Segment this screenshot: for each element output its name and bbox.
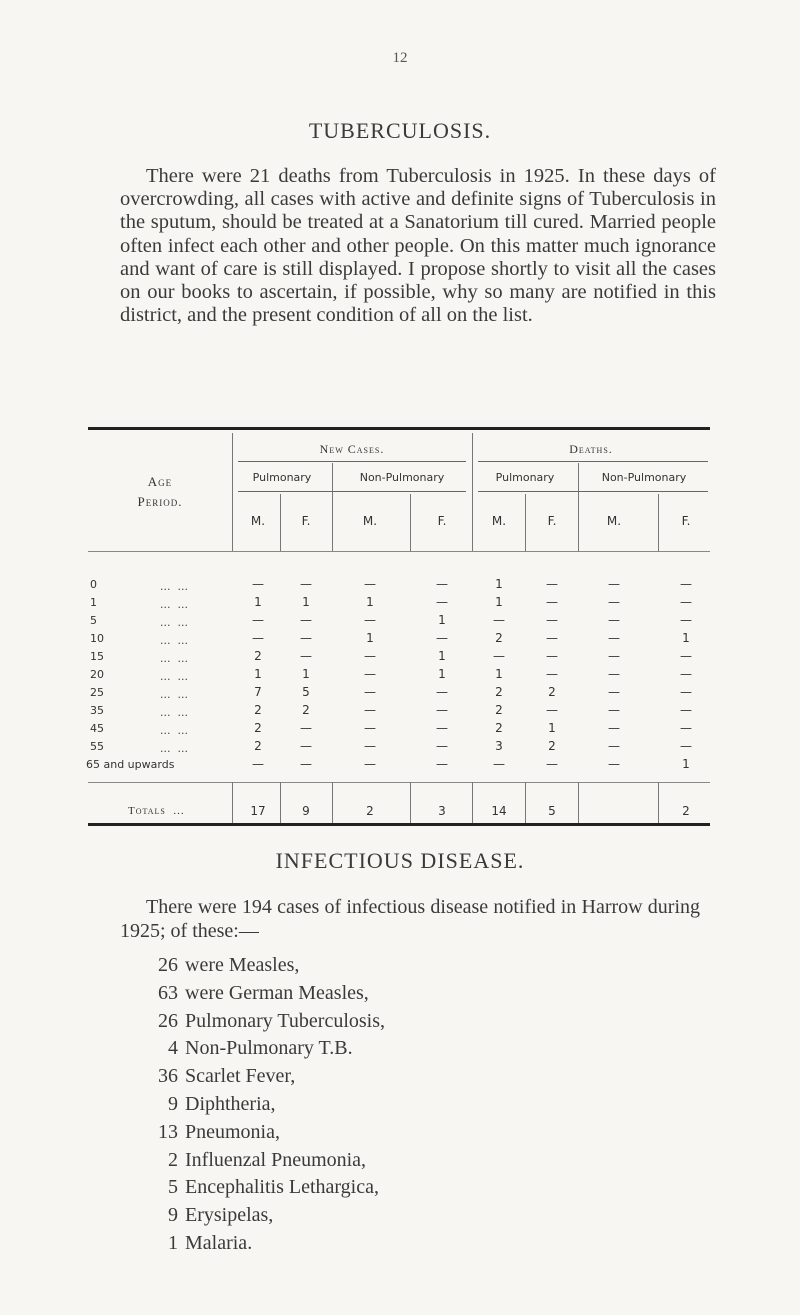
age-label: 55 xyxy=(90,740,104,753)
table-cell: — xyxy=(546,595,558,609)
table-cell: 2 xyxy=(548,739,556,753)
table-cell: — xyxy=(608,703,620,717)
table-cell: 3 xyxy=(495,739,503,753)
table-cell: — xyxy=(436,595,448,609)
table-cell: — xyxy=(252,613,264,627)
disease-label: Erysipelas, xyxy=(185,1204,274,1227)
table-divider xyxy=(578,782,579,823)
col-m-header: M. xyxy=(491,514,507,528)
table-cell: — xyxy=(680,667,692,681)
table-cell: — xyxy=(680,595,692,609)
table-cell: 1 xyxy=(438,667,446,681)
table-cell: — xyxy=(680,721,692,735)
disease-list-item xyxy=(145,1230,385,1258)
table-divider xyxy=(280,782,281,823)
table-cell: — xyxy=(436,685,448,699)
infectious-intro: There were 194 cases of infectious disease notified in Harrow during 1925; of these:— xyxy=(120,896,700,942)
table-cell: — xyxy=(608,685,620,699)
total-cell: 2 xyxy=(366,804,374,818)
col-f-header: F. xyxy=(437,514,447,528)
table-cell: — xyxy=(546,757,558,771)
total-cell: 3 xyxy=(438,804,446,818)
age-label: 25 xyxy=(90,686,104,699)
table-cell: — xyxy=(546,631,558,645)
table-cell: — xyxy=(364,667,376,681)
subgroup-underline xyxy=(478,491,708,492)
disease-list-item xyxy=(145,952,385,980)
age-label: 45 xyxy=(90,722,104,735)
table-cell: — xyxy=(680,685,692,699)
age-label: 1 xyxy=(90,596,97,609)
col-m-header: M. xyxy=(606,514,622,528)
table-cell: — xyxy=(608,649,620,663)
table-cell: — xyxy=(608,667,620,681)
disease-count: 36 xyxy=(158,1065,178,1088)
table-cell: — xyxy=(364,649,376,663)
infectious-heading: INFECTIOUS DISEASE. xyxy=(275,848,525,873)
col-f-header: F. xyxy=(547,514,557,528)
deaths-pulmonary-header: Pulmonary xyxy=(495,471,555,484)
disease-label: Influenzal Pneumonia, xyxy=(185,1148,367,1171)
disease-list-item xyxy=(145,1091,385,1119)
age-label: 15 xyxy=(90,650,104,663)
disease-label: Non-Pulmonary T.B. xyxy=(185,1037,353,1060)
page-number: 12 xyxy=(392,50,408,66)
table-cell: 2 xyxy=(548,685,556,699)
disease-label: Diphtheria, xyxy=(185,1092,276,1115)
table-cell: 1 xyxy=(548,721,556,735)
disease-label: Pulmonary Tuberculosis, xyxy=(185,1009,386,1032)
totals-label: Totals ... xyxy=(128,805,185,817)
group-underline xyxy=(478,461,708,462)
table-cell: 2 xyxy=(302,703,310,717)
table-cell: 7 xyxy=(254,685,262,699)
age-label: 0 xyxy=(90,578,97,591)
table-cell: 1 xyxy=(366,631,374,645)
leader-dots: ... ... ... ... ... ... ... ... ... ... ... ... ... ... ... ... ... ... ... ... xyxy=(160,580,188,755)
table-cell: — xyxy=(364,685,376,699)
table-cell: 2 xyxy=(254,721,262,735)
table-cell: — xyxy=(546,649,558,663)
table-cell: — xyxy=(680,577,692,591)
disease-count: 1 xyxy=(168,1231,178,1254)
disease-label: Encephalitis Lethargica, xyxy=(185,1176,379,1199)
age-label: 20 xyxy=(90,668,104,681)
table-cell: — xyxy=(364,757,376,771)
table-cell: — xyxy=(680,703,692,717)
table-cell: — xyxy=(546,703,558,717)
col-f-header: F. xyxy=(301,514,311,528)
table-cell: — xyxy=(300,577,312,591)
disease-count: 5 xyxy=(168,1176,178,1199)
table-cell: 2 xyxy=(495,631,503,645)
table-cell: — xyxy=(364,577,376,591)
table-cell: — xyxy=(300,721,312,735)
table-cell: 1 xyxy=(438,649,446,663)
col-m-header: M. xyxy=(250,514,266,528)
table-divider xyxy=(232,782,233,823)
age-label: 10 xyxy=(90,632,104,645)
totals-top-rule xyxy=(88,782,710,783)
table-cell: — xyxy=(300,757,312,771)
table-cell: — xyxy=(493,757,505,771)
table-cell: — xyxy=(680,739,692,753)
table-cell: — xyxy=(252,631,264,645)
table-cell: — xyxy=(300,739,312,753)
table-cell: 1 xyxy=(682,631,690,645)
disease-list-item xyxy=(145,1174,385,1202)
header-bottom-rule xyxy=(88,551,710,552)
group-underline xyxy=(238,461,466,462)
table-cell: — xyxy=(436,739,448,753)
table-cell: 1 xyxy=(495,595,503,609)
disease-label: Malaria. xyxy=(185,1231,253,1254)
deaths-header: Deaths. xyxy=(569,442,613,456)
table-cell: 1 xyxy=(495,667,503,681)
table-cell: — xyxy=(436,703,448,717)
disease-count: 4 xyxy=(168,1037,178,1060)
age-header: Age xyxy=(147,474,173,489)
table-cell: — xyxy=(608,721,620,735)
table-cell: 1 xyxy=(302,667,310,681)
table-cell: 1 xyxy=(254,667,262,681)
disease-count: 9 xyxy=(168,1092,178,1115)
table-cell: — xyxy=(608,739,620,753)
table-cell: 1 xyxy=(302,595,310,609)
table-cell: 2 xyxy=(254,739,262,753)
total-cell: 17 xyxy=(250,804,266,818)
table-cell: — xyxy=(364,739,376,753)
disease-list-item xyxy=(145,1063,385,1091)
table-cell: 2 xyxy=(495,721,503,735)
table-cell: — xyxy=(493,649,505,663)
disease-count: 26 xyxy=(158,1009,178,1032)
table-divider xyxy=(658,782,659,823)
table-divider xyxy=(410,782,411,823)
disease-list-item xyxy=(145,1035,385,1063)
col-m-header: M. xyxy=(362,514,378,528)
table-cell: 1 xyxy=(366,595,374,609)
new-cases-header: New Cases. xyxy=(319,442,385,456)
table-cell: 5 xyxy=(302,685,310,699)
table-divider xyxy=(410,494,411,551)
disease-list-item xyxy=(145,980,385,1008)
table-cell: — xyxy=(680,649,692,663)
total-cell: 9 xyxy=(302,804,310,818)
new-non-pulmonary-header: Non-Pulmonary xyxy=(359,471,445,484)
table-cell: — xyxy=(252,757,264,771)
deaths-non-pulmonary-header: Non-Pulmonary xyxy=(601,471,687,484)
disease-list-item xyxy=(145,1147,385,1175)
table-cell: — xyxy=(252,577,264,591)
table-cell: 2 xyxy=(254,703,262,717)
table-cell: 1 xyxy=(254,595,262,609)
table-divider xyxy=(280,494,281,551)
disease-label: were Measles, xyxy=(185,954,300,976)
table-cell: — xyxy=(546,577,558,591)
age-label: 35 xyxy=(90,704,104,717)
table-cell: 2 xyxy=(495,703,503,717)
table-cell: — xyxy=(608,577,620,591)
table-cell: — xyxy=(364,721,376,735)
disease-list-item xyxy=(145,1202,385,1230)
table-bottom-rule xyxy=(88,823,710,826)
table-cell: 1 xyxy=(495,577,503,591)
table-cell: — xyxy=(546,613,558,627)
table-divider xyxy=(525,494,526,551)
table-cell: — xyxy=(436,631,448,645)
disease-label: Pneumonia, xyxy=(185,1120,280,1143)
disease-list xyxy=(145,952,385,1258)
total-cell: 5 xyxy=(548,804,556,818)
disease-list-item xyxy=(145,1119,385,1147)
tuberculosis-paragraph: There were 21 deaths from Tuberculosis in 1925. In these days of overcrowding, all cases with active and definite signs of Tuberculosis in the sputum, should be treated at a Sanatorium till cured. Married people often infect each other and other people. On this matter much ignorance and want of care is still displayed. I propose shortly to visit all the cases on our books to ascertain, if possible, why so many are notified in this district, and the present condition of all on the list. xyxy=(120,165,716,327)
subgroup-underline xyxy=(238,491,466,492)
table-cell: 1 xyxy=(682,757,690,771)
table-cell: — xyxy=(300,613,312,627)
disease-count: 13 xyxy=(158,1120,178,1143)
disease-count: 26 xyxy=(158,954,178,976)
disease-label: were German Measles, xyxy=(185,981,369,1004)
table-cell: — xyxy=(300,649,312,663)
table-cell: — xyxy=(436,577,448,591)
table-cell: — xyxy=(364,703,376,717)
table-cell: — xyxy=(436,721,448,735)
new-pulmonary-header: Pulmonary xyxy=(252,471,312,484)
age-label: 65 and upwards xyxy=(86,758,175,771)
disease-count: 63 xyxy=(158,981,178,1004)
table-cell: — xyxy=(608,595,620,609)
table-divider xyxy=(332,782,333,823)
table-cell: — xyxy=(680,613,692,627)
table-cell: — xyxy=(493,613,505,627)
table-cell: — xyxy=(608,757,620,771)
table-cell: 2 xyxy=(254,649,262,663)
total-cell: 2 xyxy=(682,804,690,818)
table-cell: — xyxy=(608,613,620,627)
table-cell: 2 xyxy=(495,685,503,699)
age-label: 5 xyxy=(90,614,97,627)
table-divider xyxy=(658,494,659,551)
table-cell: — xyxy=(436,757,448,771)
table-divider xyxy=(525,782,526,823)
total-cell: 14 xyxy=(491,804,507,818)
table-cell: 1 xyxy=(438,613,446,627)
table-cell: — xyxy=(608,631,620,645)
disease-count: 2 xyxy=(168,1148,178,1171)
table-cell: — xyxy=(546,667,558,681)
table-cell: — xyxy=(300,631,312,645)
table-divider xyxy=(472,782,473,823)
tuberculosis-heading: TUBERCULOSIS. xyxy=(308,118,492,143)
disease-label: Scarlet Fever, xyxy=(185,1065,296,1088)
disease-list-item xyxy=(145,1008,385,1036)
period-header: Period. xyxy=(137,494,183,509)
disease-count: 9 xyxy=(168,1204,178,1227)
col-f-header: F. xyxy=(681,514,691,528)
table-cell: — xyxy=(364,613,376,627)
